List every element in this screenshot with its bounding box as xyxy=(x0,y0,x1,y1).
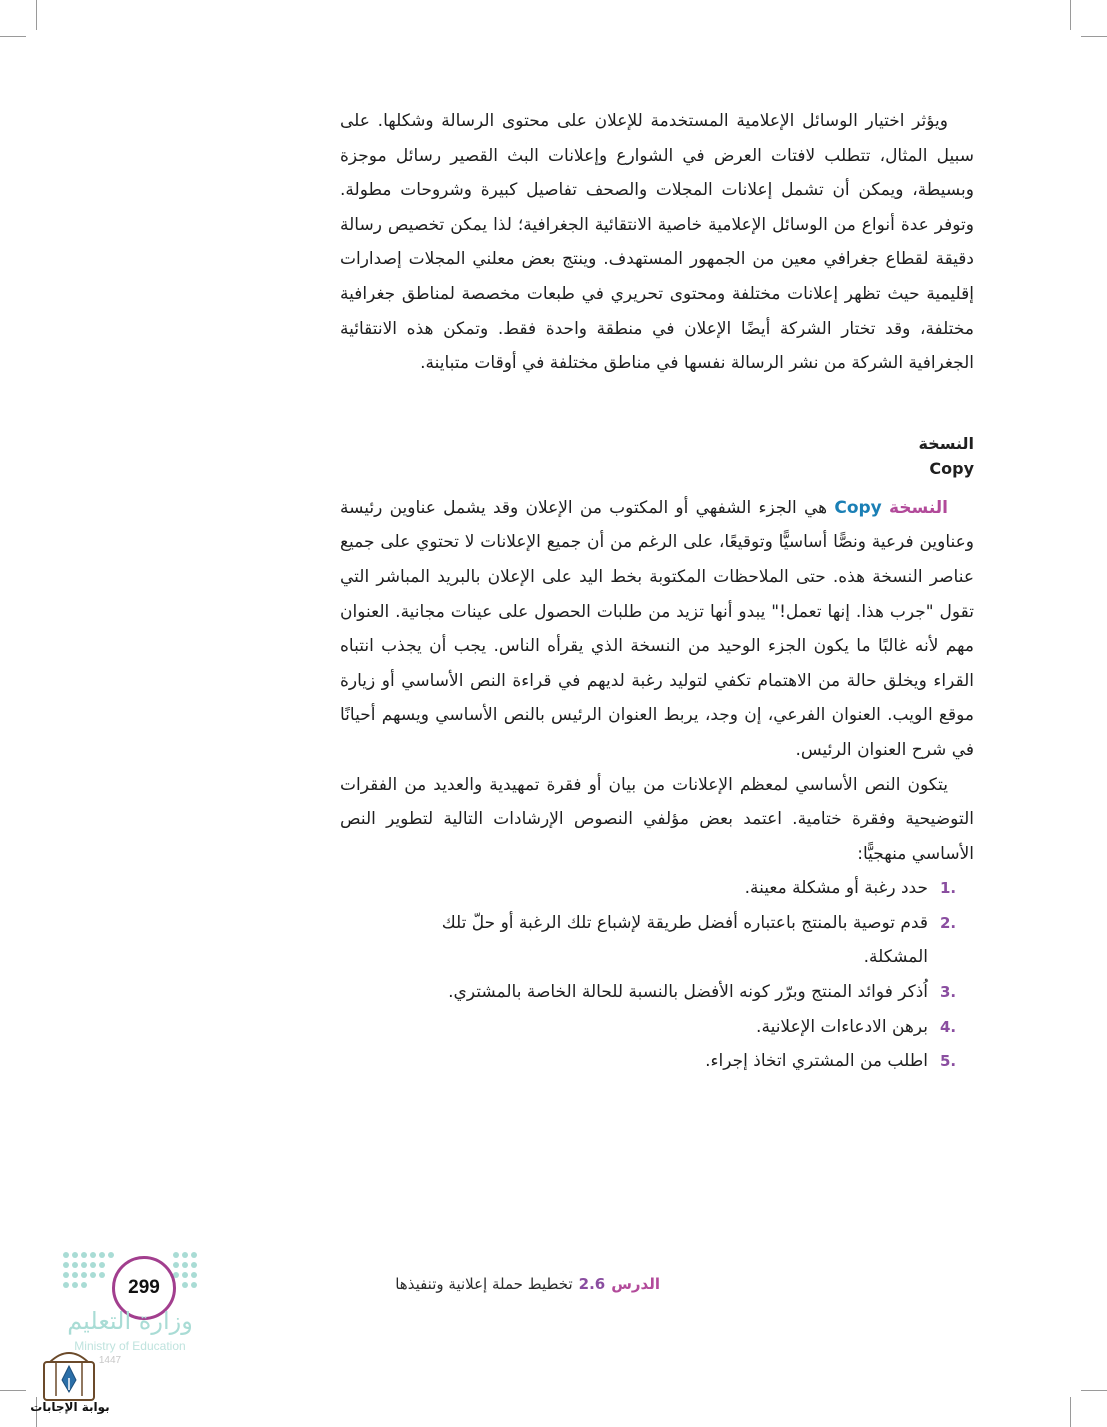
crop-mark-top-right-h xyxy=(1081,36,1107,37)
steps-list xyxy=(340,871,974,1079)
step-number: 4. xyxy=(940,1017,957,1036)
step-text: برهن الادعاءات الإعلانية. xyxy=(756,1016,928,1037)
list-item xyxy=(380,1010,957,1045)
list-item xyxy=(380,906,957,975)
crop-mark-top-right-v xyxy=(1070,0,1071,30)
step-number: 5. xyxy=(940,1052,957,1071)
lesson-title: تخطيط حملة إعلانية وتنفيذها xyxy=(395,1275,573,1293)
section-heading xyxy=(340,431,974,481)
page-number: 299 xyxy=(112,1256,176,1320)
ministry-name-en: Ministry of Education xyxy=(74,1339,186,1353)
lesson-number: 2.6 xyxy=(578,1275,606,1293)
step-number: 3. xyxy=(940,983,957,1002)
ministry-year: 1447 xyxy=(98,1355,122,1366)
watermark-site-label: بوابة الإجابات xyxy=(30,1400,110,1414)
step-text: اطلب من المشتري اتخاذ إجراء. xyxy=(705,1051,928,1072)
watermark-badge-icon xyxy=(36,1348,102,1402)
list-item xyxy=(380,871,957,906)
crop-mark-top-left-v xyxy=(36,0,37,30)
step-number: 2. xyxy=(940,913,957,932)
paragraph-body-copy: يتكون النص الأساسي لمعظم الإعلانات من بيان أو فقرة تمهيدية والعديد من الفقرات التوضيحية وفقرة ختامية. اعتمد بعض مؤلفي النصوص الإرشادات التالية لتطوير النص الأساسي منهجيًّا: xyxy=(340,774,974,864)
crop-mark-top-left-h xyxy=(0,36,26,37)
term-copy-ar: النسخة xyxy=(888,497,948,518)
page-footer xyxy=(340,1275,660,1293)
lesson-label: الدرس xyxy=(611,1275,660,1293)
list-item xyxy=(380,975,957,1010)
paragraph-copy-definition xyxy=(340,491,974,768)
step-number: 1. xyxy=(940,879,957,898)
step-text: قدم توصية بالمنتج باعتباره أفضل طريقة لإشباع تلك الرغبة أو حلّ تلك المشكلة. xyxy=(441,912,928,968)
crop-mark-bottom-right-h xyxy=(1081,1390,1107,1391)
list-item xyxy=(380,1044,957,1079)
crop-mark-bottom-left-h xyxy=(0,1390,26,1391)
paragraph-media-choice: ويؤثر اختيار الوسائل الإعلامية المستخدمة للإعلان على محتوى الرسالة وشكلها. على سبيل المثال، تتطلب لافتات العرض في الشوارع وإعلانات البث القصير رسائل موجزة وبسيطة، ويمكن أن تشمل إعلانات المجلات والصحف تفاصيل كبيرة وشروحات مطولة. وتوفر عدة أنواع من الوسائل الإعلامية خاصية الانتقائية الجغرافية؛ لذا يمكن تخصيص رسالة دقيقة لقطاع جغرافي معين من الجمهور المستهدف. وينتج بعض معلني المجلات إصدارات إقليمية حيث تظهر إعلانات مختلفة ومحتوى تحريري في طبعات مخصصة لمناطق جغرافية مختلفة، وقد تختار الشركة أيضًا الإعلان في منطقة واحدة فقط. وتمكن هذه الانتقائية الجغرافية الشركة من نشر الرسالة نفسها في مناطق مختلفة في أوقات متباينة. xyxy=(340,111,974,374)
section-heading-ar: النسخة xyxy=(918,433,974,453)
paragraph-copy-text: هي الجزء الشفهي أو المكتوب من الإعلان وقد يشمل عناوين رئيسة وعناوين فرعية ونصًّا أساسيًّا وتوقيعًا، على الرغم من أن جميع الإعلانات لا تحتوي على جميع عناصر النسخة هذه. حتى الملاحظات المكتوبة بخط اليد على الإعلان بالبريد المباشر التي تقول "جرب هذا. إنها تعمل!" يبدو أنها تزيد من طلبات الحصول على عينات مجانية. العنوان مهم لأنه غالبًا ما يكون الجزء الوحيد من النسخة الذي يقرأه الناس. يجب أن يجذب انتباه القراء ويخلق حالة من الاهتمام تكفي لتوليد رغبة لديهم في قراءة النص الأساسي أو زيارة موقع الويب. العنوان الفرعي، إن وجد، يربط العنوان الرئيس بالنص الأساسي ويسهم أحيانًا في شرح العنوان الرئيس. xyxy=(340,497,974,760)
page-body xyxy=(340,104,974,1079)
section-heading-en: Copy xyxy=(929,458,974,478)
crop-mark-bottom-right-v xyxy=(1070,1397,1071,1427)
ministry-name-ar: وزارة التعليم xyxy=(67,1307,193,1335)
step-text: اُذكر فوائد المنتج وبرّر كونه الأفضل بالنسبة للحالة الخاصة بالمشتري. xyxy=(448,982,928,1003)
step-text: حدد رغبة أو مشكلة معينة. xyxy=(744,878,928,899)
term-copy-en: Copy xyxy=(834,497,882,518)
